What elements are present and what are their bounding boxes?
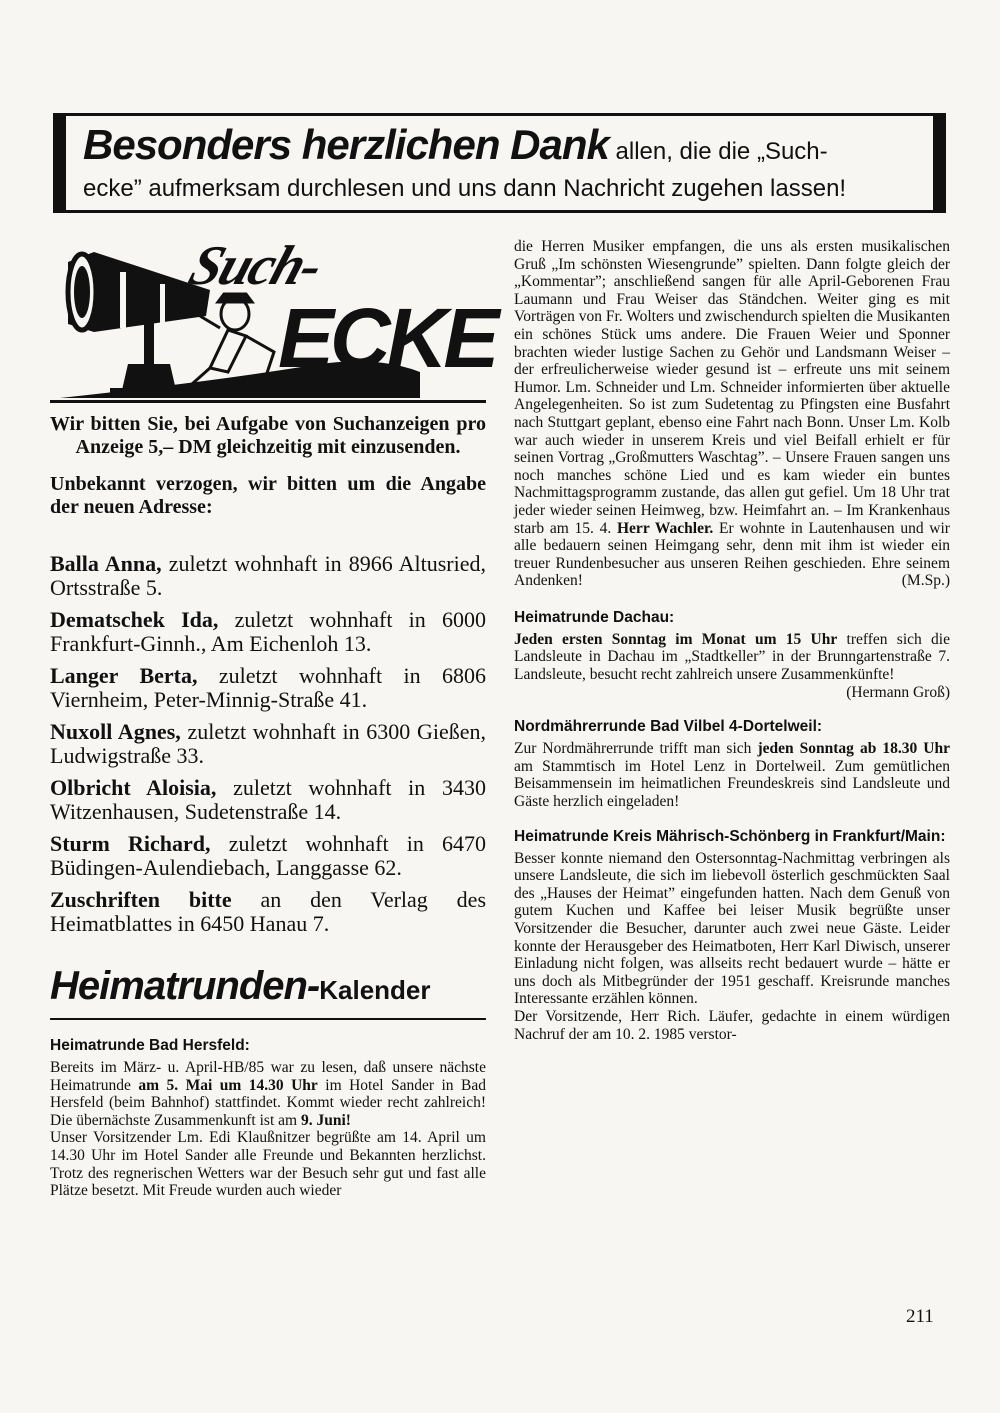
hersfeld-paragraph-2: Unser Vorsitzender Lm. Edi Klaußnitzer begrüßte am 14. April um 14.30 Uhr im Hotel Sander alle Freunde und Bekannten herzlichst. Trotz des regnerischen Wetters war der Besuch sehr gut und fast alle Plätze besetzt. Mit Freude wurden auch wieder bbox=[50, 1129, 486, 1200]
hersfeld-heading: Heimatrunde Bad Hersfeld: bbox=[50, 1037, 250, 1054]
banner-right-bar bbox=[933, 113, 946, 213]
left-column bbox=[50, 232, 496, 1200]
frankfurt-paragraph-2: Der Vorsitzende, Herr Rich. Läufer, gedachte in einem würdigen Nachruf der am 10. 2. 1985 verstor- bbox=[514, 1007, 950, 1043]
vilbel-text-rest: am Stammtisch im Hotel Lenz in Dortelweil. Zum gemütlichen Beisammensein im heimatlichen Freundeskreis sind Landsleute und Gäste herzlich eingeladen! bbox=[514, 757, 950, 811]
search-entry bbox=[50, 608, 486, 656]
continued-article bbox=[514, 238, 950, 590]
search-entry bbox=[50, 720, 486, 768]
banner-bottom-rule bbox=[53, 210, 946, 213]
search-entry bbox=[50, 664, 486, 712]
entry-name: Sturm Richard, bbox=[50, 831, 211, 856]
dachau-paragraph bbox=[514, 631, 950, 684]
dachau-text: treffen sich die Landsleute in Dachau im „Stadtkeller” in der Brunngartenstraße 7. Landsleute, besucht recht zahlreich unsere Zusammenkünfte! bbox=[514, 630, 950, 684]
hersfeld-text-rest: im Hotel Sander in Bad Hersfeld (beim Bahnhof) stattfindet. Kommt wieder recht zahlreich! Die übernächste Zusammenkunft ist am bbox=[50, 1076, 486, 1129]
dachau-heading: Heimatrunde Dachau: bbox=[514, 608, 675, 626]
entry-text: zuletzt wohnhaft in 6470 Büdingen-Aulendiebach, Langgasse 62. bbox=[50, 831, 486, 880]
entry-name: Dematschek Ida, bbox=[50, 607, 219, 632]
banner-top-rule bbox=[53, 113, 946, 116]
hersfeld-date-bold: am 5. Mai um 14.30 Uhr bbox=[138, 1076, 318, 1094]
search-entry bbox=[50, 776, 486, 824]
search-entry bbox=[50, 552, 486, 600]
kalender-title-small: Kalender bbox=[319, 975, 431, 1005]
page-number: 211 bbox=[906, 1306, 934, 1327]
vilbel-heading: Nordmährerrunde Bad Vilbel 4-Dortelweil: bbox=[514, 718, 823, 736]
search-entries bbox=[50, 552, 486, 936]
entry-name: Nuxoll Agnes, bbox=[50, 719, 181, 744]
suchecke-logo bbox=[60, 232, 496, 400]
thanks-banner bbox=[53, 113, 946, 213]
dachau-bold: Jeden ersten Sonntag im Monat um 15 Uhr bbox=[514, 630, 838, 648]
unknown-address-heading: Unbekannt verzogen, wir bitten um die Angabe der neuen Adresse: bbox=[50, 473, 486, 518]
search-entry bbox=[50, 832, 486, 880]
continued-text: die Herren Musiker empfangen, die uns als ersten musikalischen Gruß „Im schönsten Wiesengrunde” spielten. Dann folgte gleich der „Kommentar”; anschließend sangen für alle April-Geborenen Frau Laumann und Frau Weiser das Ständchen. Weiter ging es mit Vorträgen von Fr. Wolters und zwischendurch spielten die Musikanten ein schönes Stück ums andere. Die Frauen Weier und Sponner brachten wieder lustige Sachen zu Gehör und Landsmann Weiser – der erfreulicherweise wieder gesund ist – erfreute uns mit seinem Humor. Lm. Schneider und Lm. Schneider informierten über aktuelle Angelegenheiten. So ist zum Sudetentag zu Pfingsten eine Busfahrt nach Stuttgart geplant, ebenso eine Fahrt nach Bonn. Unser Lm. Kolb war auch wieder in unserem Kreis und viel Beifall erhielt er für seinen Vortrag „Großmutters Waschtag”. – Unsere Frauen sangen uns noch manches schöne Lied und es kam wieder ein buntes Nachmittagsprogramm zustande, das allen gut gefiel. Um 18 Uhr trat jeder wieder seinen Heimweg, bzw. Heimfahrt an. – Im Krankenhaus starb am 15. 4. bbox=[514, 238, 950, 537]
entry-text: zuletzt wohnhaft in 6806 Viernheim, Peter-Minnig-Straße 41. bbox=[50, 663, 486, 712]
article-signature: (M.Sp.) bbox=[901, 572, 950, 590]
vilbel-text: Zur Nordmährerrunde trifft man sich bbox=[514, 740, 758, 758]
continued-text-rest: Er wohnte in Lautenhausen und wir alle bedauern seinen Heimgang sehr, denn mit ihm ist wieder ein treuer Rundenbesucher aus unseren Reihen geschieden. Ehre seinem Andenken! bbox=[514, 519, 950, 590]
logo-ecke-text: ECKE bbox=[278, 291, 496, 385]
banner-line1-rest: allen, die die „Such- bbox=[608, 138, 828, 165]
entry-name: Langer Berta, bbox=[50, 663, 198, 688]
banner-line2: ecke” aufmerksam durchlesen und uns dann Nachricht zugehen lassen! bbox=[83, 175, 847, 202]
vilbel-bold: jeden Sonntag ab 18.30 Uhr bbox=[757, 740, 950, 758]
entry-text: zuletzt wohnhaft in 6000 Frankfurt-Ginnh., Am Eichenloh 13. bbox=[50, 607, 486, 656]
entry-text: zuletzt wohnhaft in 3430 Witzenhausen, Sudetenstraße 14. bbox=[50, 775, 486, 824]
banner-left-bar bbox=[53, 113, 66, 213]
entry-text: zuletzt wohnhaft in 8966 Altusried, Ortsstraße 5. bbox=[50, 551, 486, 600]
hersfeld-paragraph bbox=[50, 1059, 486, 1129]
right-column bbox=[514, 238, 950, 1043]
logo-underline bbox=[50, 400, 486, 403]
entry-text: zuletzt wohnhaft in 6300 Gießen, Ludwigstraße 33. bbox=[50, 719, 486, 768]
kalender-rule bbox=[50, 1018, 486, 1020]
entry-name: Olbricht Aloisia, bbox=[50, 775, 217, 800]
entry-name: Zuschriften bitte bbox=[50, 887, 232, 912]
vilbel-paragraph bbox=[514, 740, 950, 810]
search-entry bbox=[50, 888, 486, 936]
entry-name: Balla Anna, bbox=[50, 551, 162, 576]
hersfeld-next-date: 9. Juni! bbox=[300, 1111, 351, 1129]
frankfurt-paragraph: Besser konnte niemand den Ostersonntag-Nachmittag verbringen als unsere Landsleute, die sich im liebevoll österlich geschmückten Saal des „Hauses der Heimat” eingefunden hatten. Nach dem Genuß von gutem Kuchen und Kaffee bei leiser Musik begrüßte unser Vorsitzender die Besucher, darunter auch zwei neue Gäste. Leider konnte der Herausgeber des Heimatboten, Herr Karl Diwisch, unserer Einladung nicht folgen, was allseits recht bedauert wurde – hätte er uns doch als Mitbegründer der 1951 geschaff. Kreisrunde manches Interessante erzählen können. bbox=[514, 849, 950, 1008]
fee-notice: Wir bitten Sie, bei Aufgabe von Suchanzeigen pro Anzeige 5,– DM gleichzeitig mit einzusenden. bbox=[50, 413, 486, 458]
kalender-title bbox=[50, 964, 486, 1012]
dachau-signature: (Hermann Groß) bbox=[846, 683, 950, 701]
continued-bold-name: Herr Wachler. bbox=[617, 519, 714, 537]
hersfeld-text: Bereits im März- u. April-HB/85 war zu lesen, daß unsere nächste Heimatrunde bbox=[50, 1059, 486, 1094]
logo-such-text: Such- bbox=[181, 235, 330, 297]
banner-headline: Besonders herzlichen Dank bbox=[83, 121, 609, 168]
kalender-title-main: Heimatrunden- bbox=[50, 964, 320, 1008]
frankfurt-heading: Heimatrunde Kreis Mährisch-Schönberg in Frankfurt/Main: bbox=[514, 827, 946, 845]
entry-text: an den Verlag des Heimatblattes in 6450 Hanau 7. bbox=[50, 887, 487, 936]
